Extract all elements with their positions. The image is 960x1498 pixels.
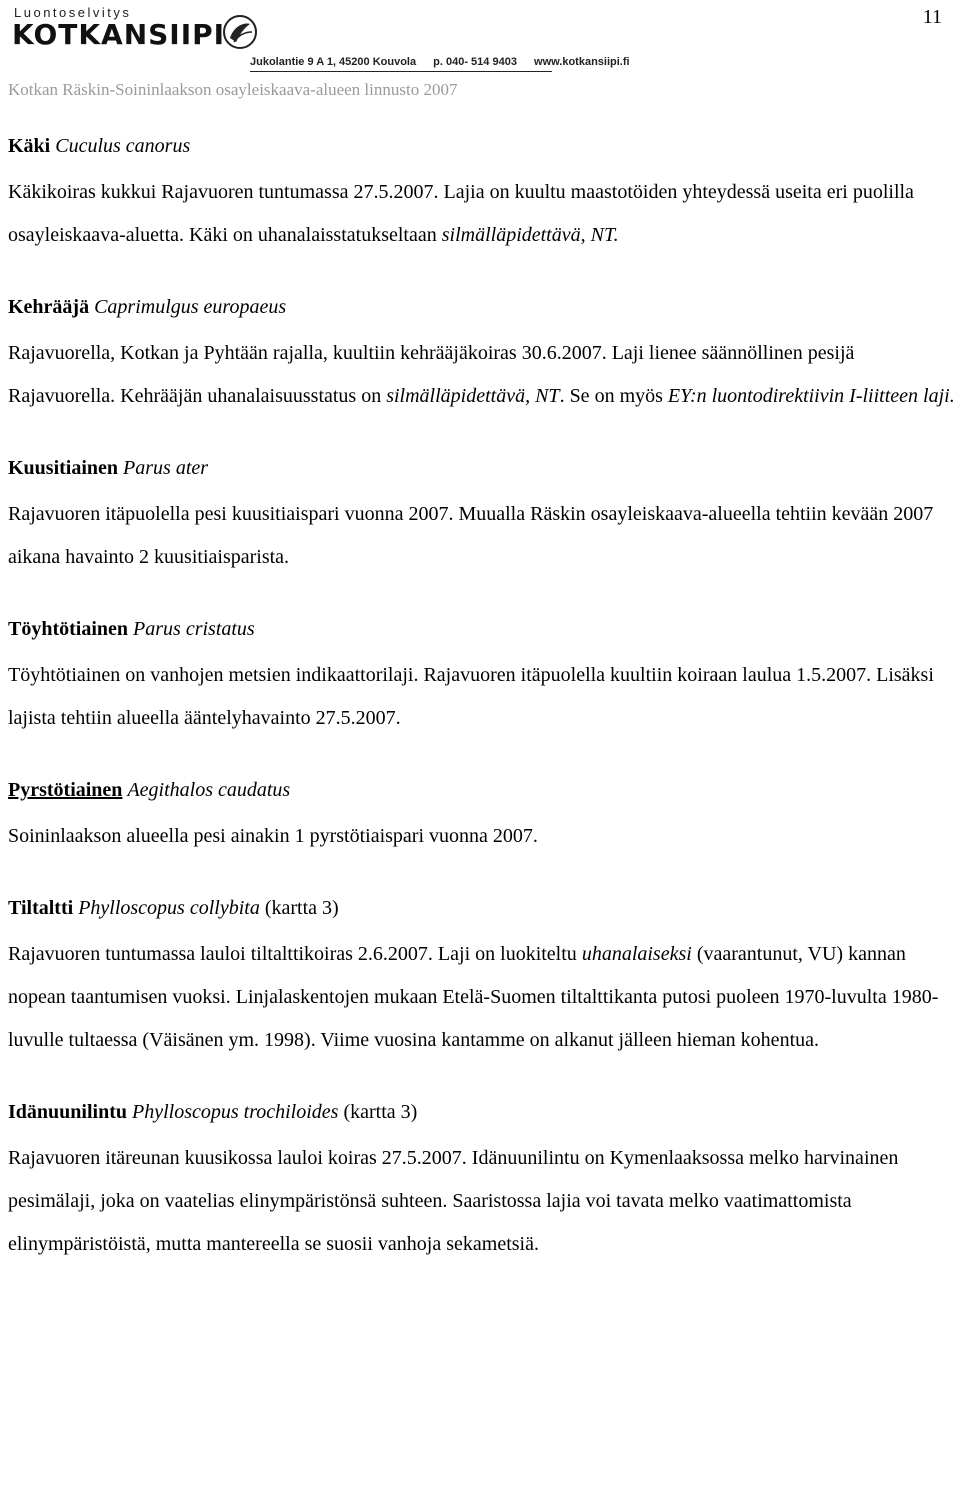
species-heading [8,125,958,168]
species-paragraph [8,332,958,418]
species-paragraph: Rajavuoren itäreunan kuusikossa lauloi koiras 27.5.2007. Idänuunilintu on Kymenlaaksossa melko harvinainen pesimälaji, joka on vaatelias elinympäristönsä suhteen. Saaristossa lajia voi tavata melko vaatimattomista elinympäristöistä, mutta mantereella se suosii vanhoja sekametsiä. [8,1147,899,1255]
logo-tagline: Luontoselvitys [14,5,132,20]
species-paragraph: Rajavuoren itäpuolella pesi kuusitiaispari vuonna 2007. Muualla Räskin osayleiskaava-alueella tehtiin kevään 2007 aikana havainto 2 kuusitiaisparista. [8,503,934,568]
species-section-tiltaltti [8,887,958,1062]
contact-web: www.kotkansiipi.fi [534,56,630,68]
directive-text: EY:n luontodirektiivin I-liitteen laji. [667,385,955,407]
species-common-name: Kehrääjä [8,296,90,318]
contact-address: Jukolantie 9 A 1, 45200 Kouvola [250,56,417,68]
text-run: . Se on myös [559,385,668,407]
running-title: Kotkan Räskin-Soininlaakson osayleiskaava-alueen linnusto 2007 [8,80,458,99]
map-reference: (kartta 3) [264,897,339,919]
species-scientific-name: Caprimulgus europaeus [94,296,287,318]
species-scientific-name: Phylloscopus collybita [78,897,260,919]
wing-emblem-icon [222,14,258,50]
document-body [8,125,958,1295]
text-run: (vaarantunut, VU) kannan nopean taantumisen vuoksi. Linjalaskentojen mukaan Etelä-Suomen tiltalttikanta putosi puoleen 1970-luvulta 1980-luvulle tultaessa (Väisänen ym. 1998). Viime vuosina kantamme on alkanut jälleen hieman kohentua. [8,943,939,1051]
logo-wordmark: KOTKANSIIPI [12,18,226,51]
species-heading [8,286,958,329]
species-paragraph: Töyhtötiainen on vanhojen metsien indikaattorilaji. Rajavuoren itäpuolella kuultiin koiraan laulua 1.5.2007. Lisäksi lajista tehtiin alueella ääntelyhavainto 27.5.2007. [8,664,934,729]
contact-divider [250,71,552,72]
species-scientific-name: Aegithalos caudatus [127,779,291,801]
contact-phone: p. 040- 514 9403 [433,56,517,68]
species-paragraph [8,171,958,257]
status-text: silmälläpidettävä, NT [386,385,560,407]
species-paragraph: Soininlaakson alueella pesi ainakin 1 pyrstötiaispari vuonna 2007. [8,825,538,847]
species-scientific-name: Cuculus canorus [55,135,191,157]
species-section-pyrstotiainen [8,769,958,858]
species-section-kaki [8,125,958,257]
page-number: 11 [922,6,942,28]
text-run: Rajavuorella, Kotkan ja Pyhtään rajalla, kuultiin kehrääjäkoiras 30.6.2007. Laji lienee säännöllinen pesijä Rajavuorella. Kehrääjän uhanalaisuusstatus on [8,342,855,407]
species-section-kehraaja [8,286,958,418]
species-section-toyhtotiainen [8,608,958,740]
species-heading [8,1091,958,1134]
species-common-name: Käki [8,135,51,157]
species-scientific-name: Parus cristatus [133,618,255,640]
species-common-name: Kuusitiainen [8,457,119,479]
species-common-name: Idänuunilintu [8,1101,127,1123]
kotkansiipi-logo [6,2,266,54]
map-reference: (kartta 3) [343,1101,418,1123]
text-run: Rajavuoren tuntumassa lauloi tiltalttikoiras 2.6.2007. Laji on luokiteltu [8,943,582,965]
species-common-name: Tiltaltti [8,897,74,919]
species-common-name: Pyrstötiainen [8,779,123,801]
species-scientific-name: Parus ater [123,457,209,479]
species-scientific-name: Phylloscopus trochiloides [131,1101,339,1123]
species-heading [8,887,958,930]
status-text: silmälläpidettävä, NT. [441,224,619,246]
species-heading [8,447,958,490]
species-paragraph [8,933,958,1062]
text-run: Käkikoiras kukkui Rajavuoren tuntumassa 27.5.2007. Lajia on kuultu maastotöiden yhteydessä useita eri puolilla osayleiskaava-aluetta. Käki on uhanalaisstatukseltaan [8,181,914,246]
species-heading [8,608,958,651]
status-text: uhanalaiseksi [581,943,692,965]
species-common-name: Töyhtötiainen [8,618,129,640]
species-section-kuusitiainen [8,447,958,579]
species-heading [8,769,958,812]
species-section-idanuunilintu [8,1091,958,1266]
contact-line [250,56,644,68]
